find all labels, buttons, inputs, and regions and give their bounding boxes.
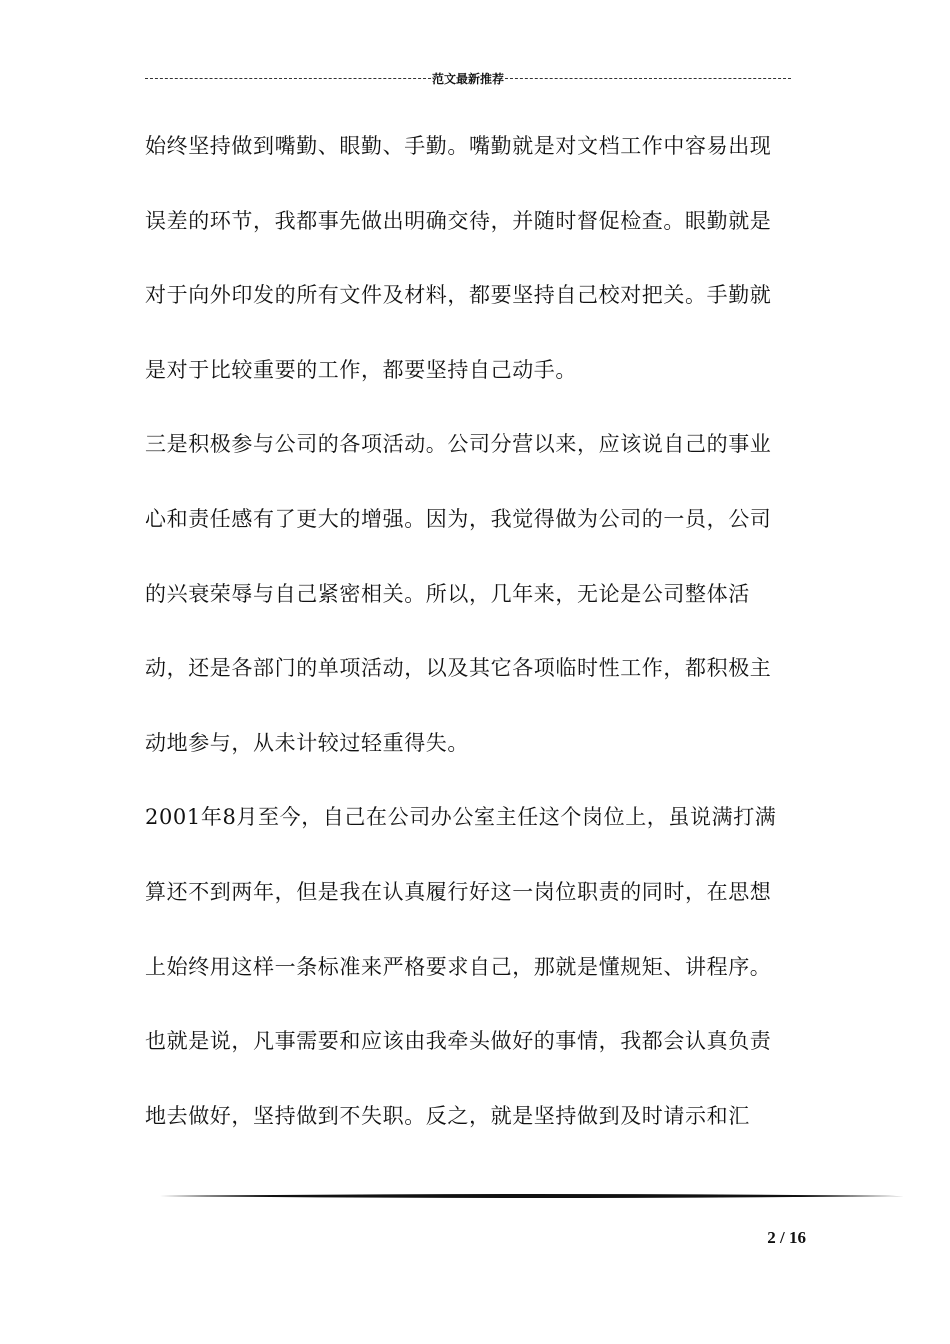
text-line: 误差的环节，我都事先做出明确交待，并随时督促检查。眼勤就是 xyxy=(145,208,772,233)
text-line: 是对于比较重要的工作，都要坚持自己动手。 xyxy=(145,357,577,382)
text-line: 始终坚持做到嘴勤、眼勤、手勤。嘴勤就是对文档工作中容易出现 xyxy=(145,134,772,158)
header-dash-left xyxy=(145,78,431,79)
text-line: 也就是说，凡事需要和应该由我牵头做好的事情，我都会认真负责 xyxy=(145,1029,772,1054)
header-title: 范文最新推荐 xyxy=(432,71,505,86)
document-body xyxy=(145,109,797,1153)
text-line: 地去做好，坚持做到不失职。反之，就是坚持做到及时请示和汇 xyxy=(145,1103,750,1128)
header-dash-right xyxy=(505,78,791,79)
footer-divider xyxy=(160,1192,904,1200)
text-line: 的兴衰荣辱与自己紧密相关。所以，几年来，无论是公司整体活 xyxy=(145,581,750,606)
page-number: 2 / 16 xyxy=(767,1228,806,1247)
text-line: 三是积极参与公司的各项活动。公司分营以来，应该说自己的事业 xyxy=(145,432,772,457)
text-line: 动，还是各部门的单项活动，以及其它各项临时性工作，都积极主 xyxy=(145,656,772,681)
text-line: 算还不到两年，但是我在认真履行好这一岗位职责的同时，在思想 xyxy=(145,879,772,904)
page-header xyxy=(145,68,791,88)
text-line: 2001年8月至今，自己在公司办公室主任这个岗位上，虽说满打满 xyxy=(145,805,777,830)
text-line: 对于向外印发的所有文件及材料，都要坚持自己校对把关。手勤就 xyxy=(145,283,772,308)
text-line: 心和责任感有了更大的增强。因为，我觉得做为公司的一员，公司 xyxy=(145,506,772,531)
text-line: 上始终用这样一条标准来严格要求自己，那就是懂规矩、讲程序。 xyxy=(145,954,772,979)
text-line: 动地参与，从未计较过轻重得失。 xyxy=(145,730,469,755)
